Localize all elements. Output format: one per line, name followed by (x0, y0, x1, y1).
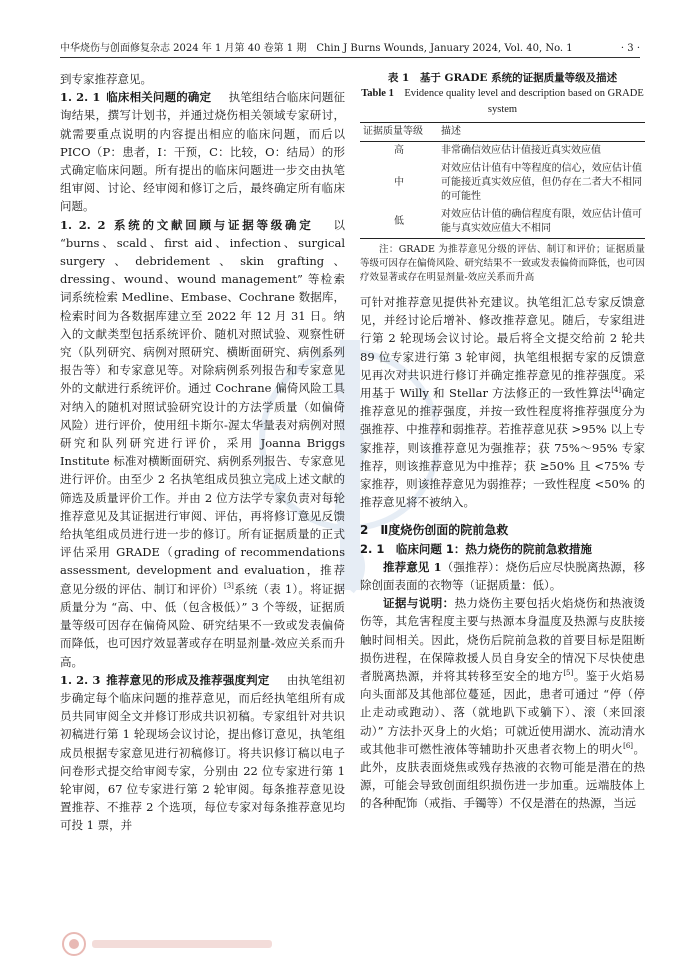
section-body: 执笔组结合临床问题征询结果，撰写计划书，并通过烧伤相关领域专家研讨，就需要重点说明的内容提出相应的临床问题，而后以 PICO（P：患者，I：干预，C：比较，O：结局）的形式确定临床问题。所有提出的临床问题进一步交由执笔组审阅、讨论、经审阅和修订之后，最终确定所有临床问题。 (60, 90, 345, 214)
publisher-logo-icon (60, 930, 280, 958)
left-column (60, 70, 345, 950)
evidence-label: 证据与说明： (383, 596, 455, 611)
section-2-1-heading (360, 540, 645, 558)
journal-citation: 中华烧伤与创面修复杂志 2024 年 1 月第 40 卷第 1 期 Chin J Burns Wounds, January 2024, Vol. 40, No. 1 (60, 43, 573, 54)
table-cell-level: 中 (394, 177, 404, 188)
table-cell-level: 高 (394, 145, 404, 156)
section-1-2-3 (60, 671, 345, 835)
section-1-2-1 (60, 88, 345, 215)
section-number: 2. 1 (360, 541, 385, 556)
section-2-heading: 2 Ⅱ度烧伤创面的院前急救 (360, 523, 509, 538)
table-row (360, 142, 645, 161)
section-body: 以 “burns、scald、first aid、infection、surgical surgery、debridement、skin grafting、dressing、wound、wound management” 等检索词系统检索 Medline、Embase、Cochrane 数据库，检索时间为各数据库建立至 2022 年 12 月 31 日。纳入的文献类型包括系统评价、随机对照试验、观察性研究（队列研究、病例对照研究、横断面研究、病例系列报告等）和专家意见等。对除病例系列报告和专家意见外的文献进行系统评价。通过 Cochrane 偏倚风险工具对纳入的随机对照试验研究设计的方法学质量（如偏倚风险）进行评价，使用纽卡斯尔-渥太华量表对病例对照研究和队列研究进行评价，采用 Joanna Briggs Institute 标准对横断面研究、病例系列报告、专家意见进行评价。由至少 2 名执笔组成员独立完成上述文献的筛选及质量评价工作。并由 2 位方法学专家负责对每轮推荐意见及其证据进行审阅、评估，再将修订意见反馈给执笔组成员进行进一步的修订。所有证据质量的正式评估采用 GRADE（grading of recommendations assessment, development and evaluation，推荐意见分级的评估、制订和评价） (60, 217, 345, 596)
table-title-en: Evidence quality level and description based on GRADE system (404, 88, 644, 115)
table-cell-description: 非常确信效应估计值接近真实效应值 (441, 145, 601, 156)
table-caption (360, 70, 645, 118)
recommendation-text: 烧伤后应尽快脱离热源，移除创面表面的衣物等（证据质量：低）。 (360, 559, 645, 593)
running-header (60, 34, 640, 58)
reference-marker: [6] (623, 742, 634, 751)
table-note: 注：GRADE 为推荐意见分级的评估、制订和评价；证据质量等级可因存在偏倚风险、研究结果不一致或发表偏倚而降低，也可因疗效显著或存在明显剂量-效应关系而升高 (360, 244, 645, 283)
table-header-level: 证据质量等级 (360, 123, 438, 142)
table-caption-zh: 表 1 基于 GRADE 系统的证据质量等级及描述 (387, 72, 618, 84)
table-cell-description: 对效应估计值有中等程度的信心，效应估计值可能接近真实效应值，但仍存在二者大不相同的可能性 (441, 163, 642, 202)
table-header-description: 描述 (438, 123, 645, 142)
table-cell-level: 低 (360, 206, 438, 239)
evidence-body-tail: 。此外，皮肤表面烧焦或残存热液的衣物可能是潜在的热源，可能会导致创面组织损伤进一步加重。远端肢体上的各种配饰（戒指、手镯等）不仅是潜在的热源，当远 (360, 741, 645, 811)
table-row (360, 160, 645, 206)
page-number: · 3 · (620, 43, 640, 54)
table-cell-description: 对效应估计值的确信程度有限，效应估计值可能与真实效应值大不相同 (438, 206, 645, 239)
evidence-quality-table (360, 122, 645, 239)
consensus-method-paragraph (360, 293, 645, 511)
evidence-body: 热力烧伤主要包括火焰烧伤和热液烫伤等，其危害程度主要与热源本身温度及热源与皮肤接触时间相关。因此，烧伤后院前急救的首要目标是阻断损伤进程，在保障救援人员自身安全的情况下尽快使患者脱离热源，并将其转移至安全的地方 (360, 596, 645, 684)
section-number: 1. 2. 1 (60, 90, 101, 105)
right-column (360, 70, 645, 950)
section-title: 临床问题 1：热力烧伤的院前急救措施 (395, 541, 592, 556)
paragraph-body: 可针对推荐意见提供补充建议。执笔组汇总专家反馈意见，并经讨论后增补、修改推荐意见。随后，专家组进行第 2 轮现场会议讨论。最后将全文提交给前 2 轮共 89 位专家进行第 3 轮审阅，执笔组根据专家的反馈意见再次对共识进行修订并确定推荐意见的推荐强度。采用基于 Willy 和 Stellar 方法修正的一致性算法 (360, 295, 645, 401)
table-label-en: Table 1 (361, 88, 394, 99)
section-body-tail: 系统（表 1）。将证据质量分为 “高、中、低（包含极低）” 3 个等级，证据质量等级可因存在偏倚风险、研究结果不一致或发表偏倚而降低，也可因疗效显著或存在明显剂量-效应关系而升高。 (60, 581, 345, 669)
section-title: 推荐意见的形成及推荐强度判定 (106, 672, 270, 687)
section-title: 系统的文献回顾与证据等级确定 (111, 217, 314, 232)
section-title: 临床相关问题的确定 (106, 90, 212, 105)
continuation-paragraph: 到专家推荐意见。 (60, 72, 152, 86)
section-1-2-2 (60, 216, 345, 671)
table-caption-en (360, 86, 645, 118)
paragraph-body-tail: 确定推荐意见的推荐强度，并按一致性程度将推荐强度分为强推荐、中推荐和弱推荐。若推荐意见获 >95% 以上专家推荐，则该推荐意见为强推荐；获 75%～95% 专家推荐，则该推荐意见为中推荐；获 ≥50% 且 <75% 专家推荐，则该推荐意见为弱推荐；一致性程度 <50% 的推荐意见将不被纳入。 (360, 386, 645, 510)
reference-marker: [4] (611, 386, 622, 395)
recommendation-1 (360, 558, 645, 594)
section-body: 由执笔组初步确定每个临床问题的推荐意见，而后经执笔组所有成员共同审阅全文并修订形成共识初稿。专家组针对共识初稿进行第 1 轮现场会议讨论，提出修订意见，执笔组成员根据专家意见进行初稿修订。将共识修订稿以电子问卷形式提交给审阅专家，分别由 22 位专家进行第 1 轮审阅，67 位专家进行第 2 轮审阅。每条推荐意见设置推荐、不推荐 2 个选项，每位专家对每条推荐意见均可投 1 票，并 (60, 672, 345, 833)
section-number: 1. 2. 3 (60, 672, 101, 687)
recommendation-strength: （强推荐）： (441, 559, 506, 574)
evidence-explanation (360, 594, 645, 812)
table-row (360, 206, 645, 239)
reference-marker: [3] (224, 581, 234, 590)
reference-marker: [5] (563, 669, 574, 678)
evidence-body-mid: 。鉴于火焰易向头面部及其他部位蔓延，因此，患者可通过 “停（停止走动或跑动）、落（就地趴下或躺下）、滚（来回滚动）” 方法扑灭身上的火焰；可就近使用湖水、流动清水或其他非可燃性液体等辅助扑灭患者衣物上的明火 (360, 669, 645, 756)
recommendation-label: 推荐意见 1 (383, 559, 442, 574)
section-number: 1. 2. 2 (60, 217, 106, 232)
